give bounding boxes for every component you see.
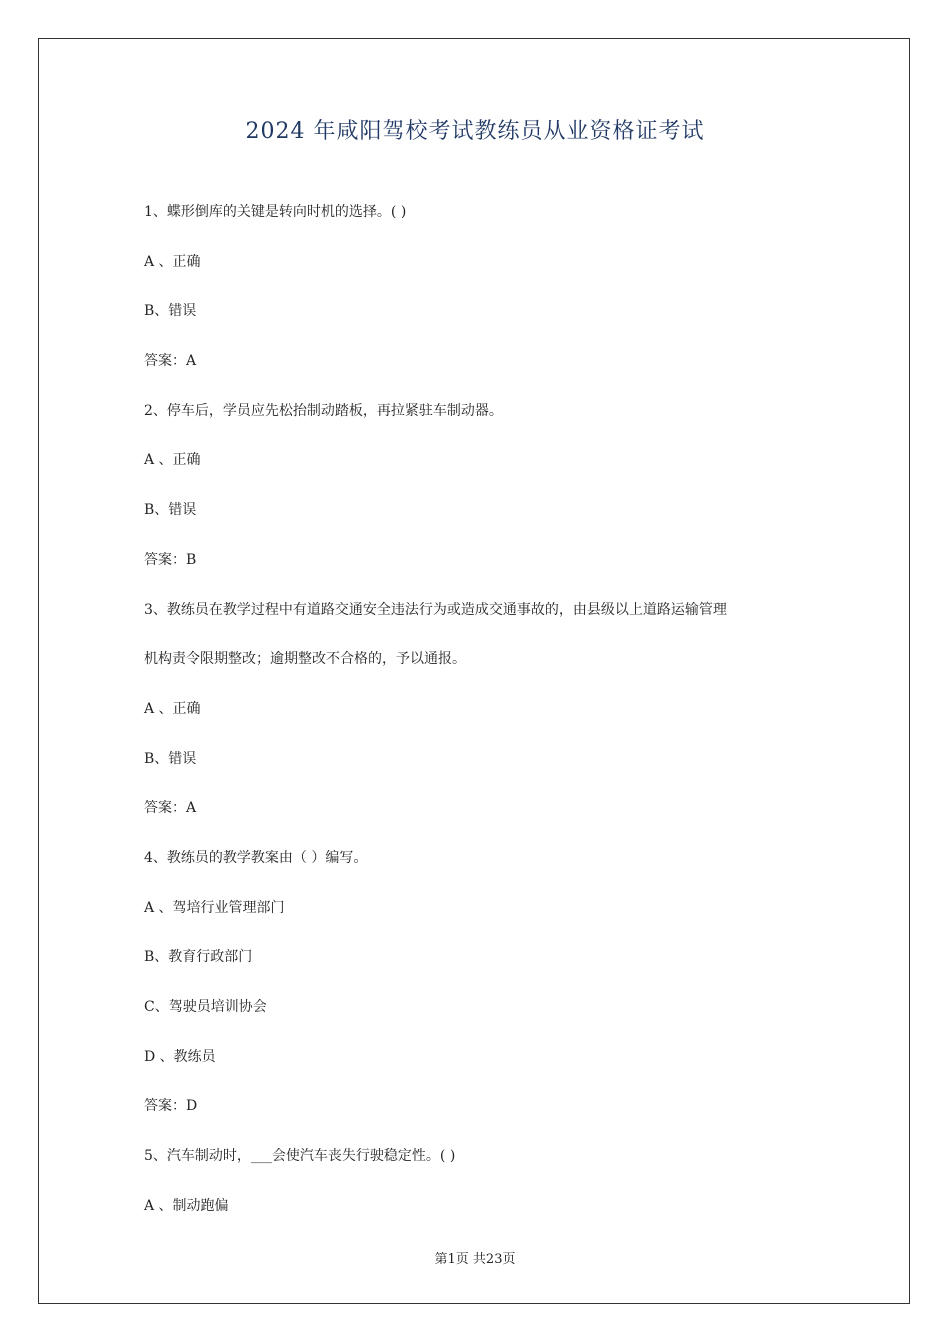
question-3-option-b: B、错误 — [144, 750, 197, 767]
question-2-option-a: A 、正确 — [144, 452, 201, 469]
question-4-option-c: C、驾驶员培训协会 — [144, 999, 267, 1015]
question-list — [144, 200, 824, 1243]
question-1-option-b: B、错误 — [144, 303, 197, 320]
question-1-text: 1、蝶形倒库的关键是转向时机的选择。( ) — [144, 204, 407, 220]
question-4-option-b: B、教育行政部门 — [144, 949, 253, 966]
document-title: 2024 年咸阳驾校考试教练员从业资格证考试 — [245, 119, 705, 144]
question-2-option-b: B、错误 — [144, 502, 197, 519]
question-2-answer: 答案：B — [144, 551, 197, 568]
question-4-option-a: A 、驾培行业管理部门 — [144, 899, 285, 916]
question-3-option-a: A 、正确 — [144, 700, 201, 717]
question-5-text: 5、汽车制动时，___会使汽车丧失行驶稳定性。( ) — [144, 1148, 456, 1165]
page-number-footer: 第1页 共23页 — [434, 1252, 516, 1267]
question-2-text: 2、停车后，学员应先松抬制动踏板，再拉紧驻车制动器。 — [144, 402, 503, 419]
question-3-text-line-2: 机构责令限期整改；逾期整改不合格的，予以通报。 — [144, 651, 466, 668]
question-3-text-line-1: 3、教练员在教学过程中有道路交通安全违法行为或造成交通事故的，由县级以上道路运输管理 — [144, 601, 727, 618]
question-4-answer: 答案：D — [144, 1098, 198, 1115]
question-5-option-a: A 、制动跑偏 — [144, 1197, 229, 1214]
question-3-answer: 答案：A — [144, 800, 197, 817]
question-1-answer: 答案：A — [144, 353, 197, 370]
question-1-option-a: A 、正确 — [144, 253, 201, 270]
question-4-text: 4、教练员的教学教案由（ ）编写。 — [144, 849, 368, 866]
question-4-option-d: D 、教练员 — [144, 1048, 216, 1065]
